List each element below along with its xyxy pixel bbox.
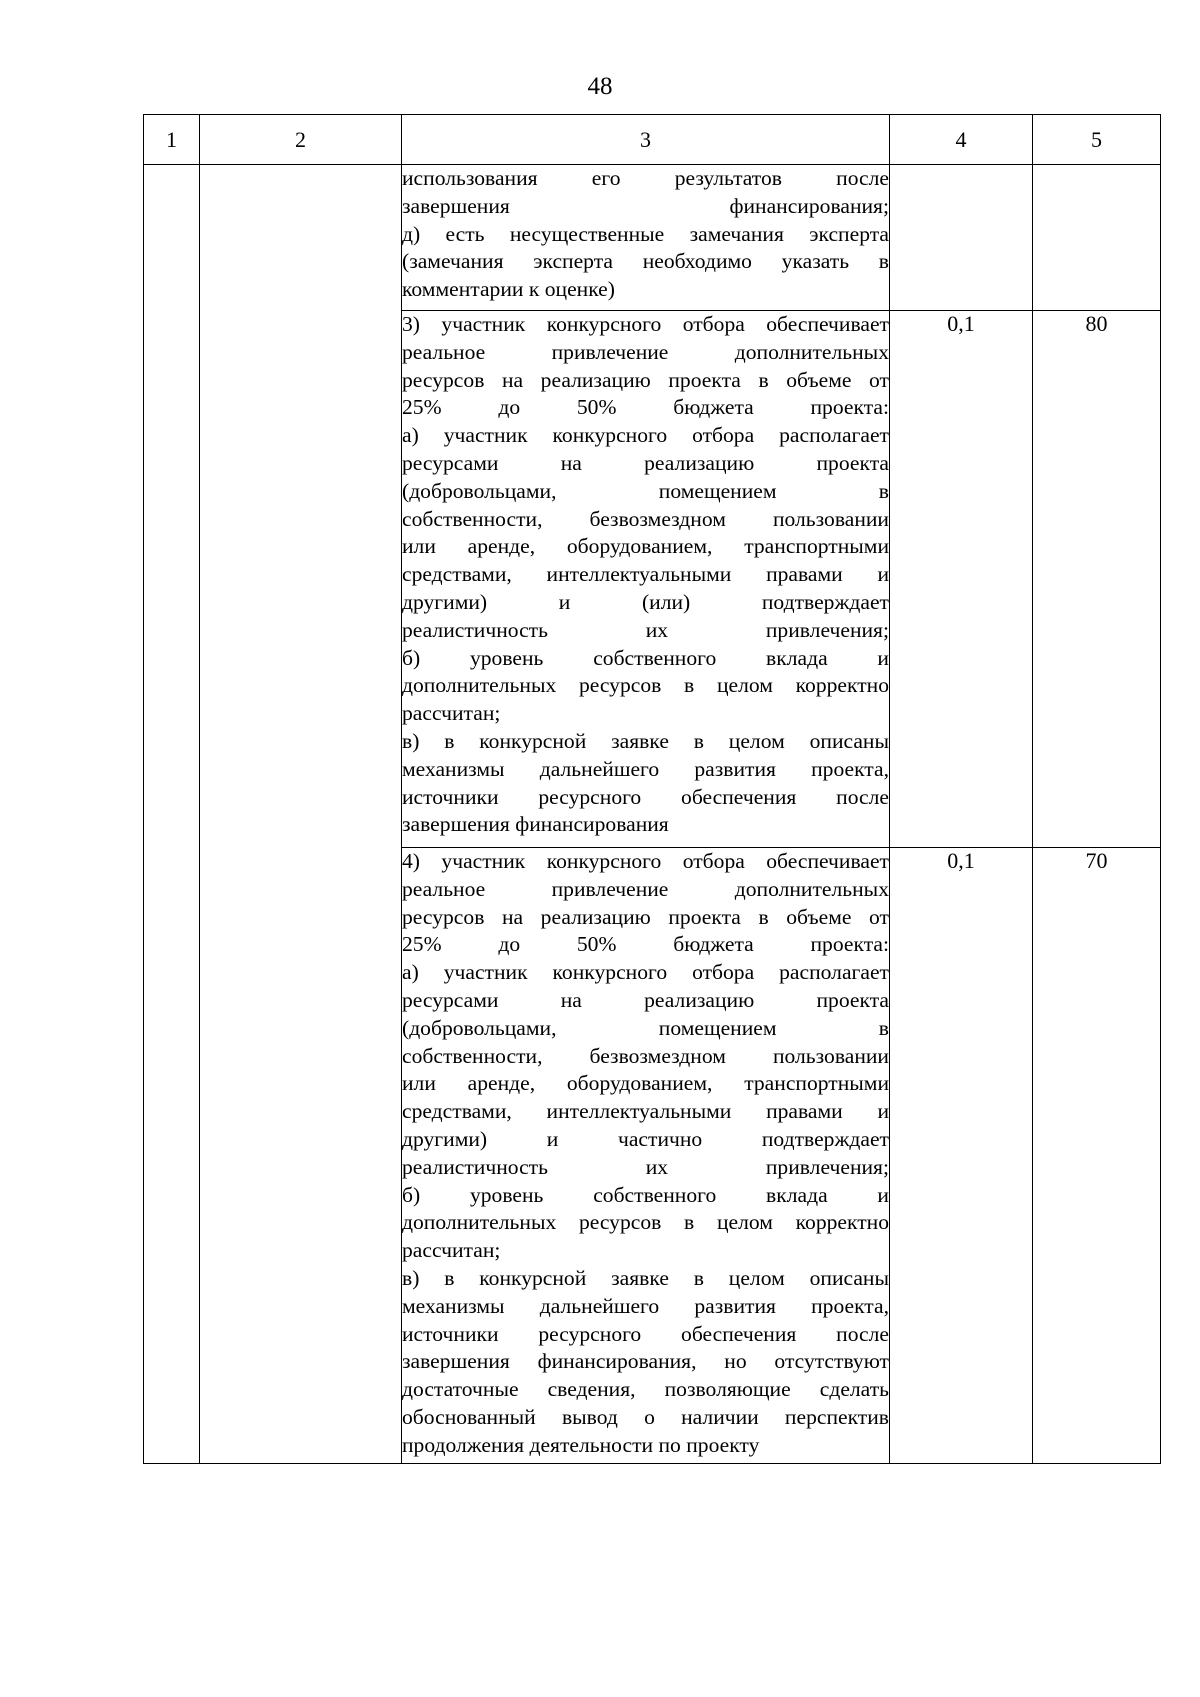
cell-text-line: б) уровень собственного вклада и xyxy=(402,645,889,670)
cell-text-line: в) в конкурсной заявке в целом описаны xyxy=(402,1265,889,1290)
cell-text-line: (добровольцами, помещением в xyxy=(402,1015,889,1040)
cell-text-line: ресурсов на реализацию проекта в объеме от xyxy=(402,904,889,929)
criteria-table xyxy=(143,114,1161,1464)
cell-text-line: реальное привлечение дополнительных xyxy=(402,339,889,364)
score-cell: 80 xyxy=(1033,311,1161,848)
cell-text-line: 25% до 50% бюджета проекта: xyxy=(402,395,889,420)
cell-text-line: продолжения деятельности по проекту xyxy=(402,1432,760,1457)
cell-text-line: механизмы дальнейшего развития проекта, xyxy=(402,1293,889,1318)
cell-text-line: использования его результатов после xyxy=(402,166,889,190)
cell-text-line: рассчитан; xyxy=(402,701,501,726)
cell-text-line: а) участник конкурсного отбора располагает xyxy=(402,423,889,448)
score-cell xyxy=(1033,165,1161,311)
cell-text-line: другими) и (или) подтверждает xyxy=(402,589,889,614)
cell-text-line: собственности, безвозмездном пользовании xyxy=(402,1043,889,1068)
cell-text-line: 3) участник конкурсного отбора обеспечивает xyxy=(402,312,889,336)
cell-text-line: или аренде, оборудованием, транспортными xyxy=(402,1071,889,1096)
criterion-text-cell xyxy=(402,165,890,311)
column-2-cell xyxy=(200,165,402,1464)
cell-text-line: реалистичность их привлечения; xyxy=(402,617,889,642)
cell-text-line: механизмы дальнейшего развития проекта, xyxy=(402,756,889,781)
cell-text-line: собственности, безвозмездном пользовании xyxy=(402,506,889,531)
cell-text-line: другими) и частично подтверждает xyxy=(402,1126,889,1151)
cell-text-line: 25% до 50% бюджета проекта: xyxy=(402,932,889,957)
cell-text-line: 4) участник конкурсного отбора обеспечивает xyxy=(402,849,889,873)
cell-text-line: дополнительных ресурсов в целом корректно xyxy=(402,1210,889,1235)
cell-text-line: средствами, интеллектуальными правами и xyxy=(402,562,889,587)
criterion-text-cell xyxy=(402,848,890,1464)
cell-text-line: д) есть несущественные замечания эксперта xyxy=(402,221,889,246)
criterion-text-cell xyxy=(402,311,890,848)
score-cell: 70 xyxy=(1033,848,1161,1464)
column-header-1: 1 xyxy=(144,115,200,165)
table-row xyxy=(144,165,1161,311)
cell-text-line: (замечания эксперта необходимо указать в xyxy=(402,249,889,274)
cell-text-line: ресурсов на реализацию проекта в объеме от xyxy=(402,367,889,392)
cell-text-line: завершения финансирования xyxy=(402,812,669,837)
column-1-cell xyxy=(144,165,200,1464)
cell-text-line: в) в конкурсной заявке в целом описаны xyxy=(402,728,889,753)
cell-text-line: или аренде, оборудованием, транспортными xyxy=(402,534,889,559)
page-number: 48 xyxy=(587,73,613,100)
weight-cell: 0,1 xyxy=(890,848,1033,1464)
cell-text-line: завершения финансирования, но отсутствуют xyxy=(402,1349,889,1374)
cell-text-line: дополнительных ресурсов в целом корректно xyxy=(402,673,889,698)
cell-text-line: реальное привлечение дополнительных xyxy=(402,876,889,901)
cell-text-line: а) участник конкурсного отбора располагает xyxy=(402,960,889,985)
cell-text-line: достаточные сведения, позволяющие сделать xyxy=(402,1377,889,1402)
column-header-3: 3 xyxy=(402,115,890,165)
cell-text-line: ресурсами на реализацию проекта xyxy=(402,450,889,475)
weight-cell: 0,1 xyxy=(890,311,1033,848)
cell-text-line: (добровольцами, помещением в xyxy=(402,478,889,503)
weight-cell xyxy=(890,165,1033,311)
cell-text-line: источники ресурсного обеспечения после xyxy=(402,1321,889,1346)
cell-text-line: средствами, интеллектуальными правами и xyxy=(402,1099,889,1124)
column-header-4: 4 xyxy=(890,115,1033,165)
cell-text-line: рассчитан; xyxy=(402,1238,501,1263)
cell-text-line: завершения финансирования; xyxy=(402,193,889,218)
column-header-2: 2 xyxy=(200,115,402,165)
table-header-row xyxy=(144,115,1161,165)
cell-text-line: источники ресурсного обеспечения после xyxy=(402,784,889,809)
cell-text-line: б) уровень собственного вклада и xyxy=(402,1182,889,1207)
cell-text-line: комментарии к оценке) xyxy=(402,277,615,302)
cell-text-line: реалистичность их привлечения; xyxy=(402,1154,889,1179)
cell-text-line: ресурсами на реализацию проекта xyxy=(402,987,889,1012)
cell-text-line: обоснованный вывод о наличии перспектив xyxy=(402,1404,889,1429)
column-header-5: 5 xyxy=(1033,115,1161,165)
